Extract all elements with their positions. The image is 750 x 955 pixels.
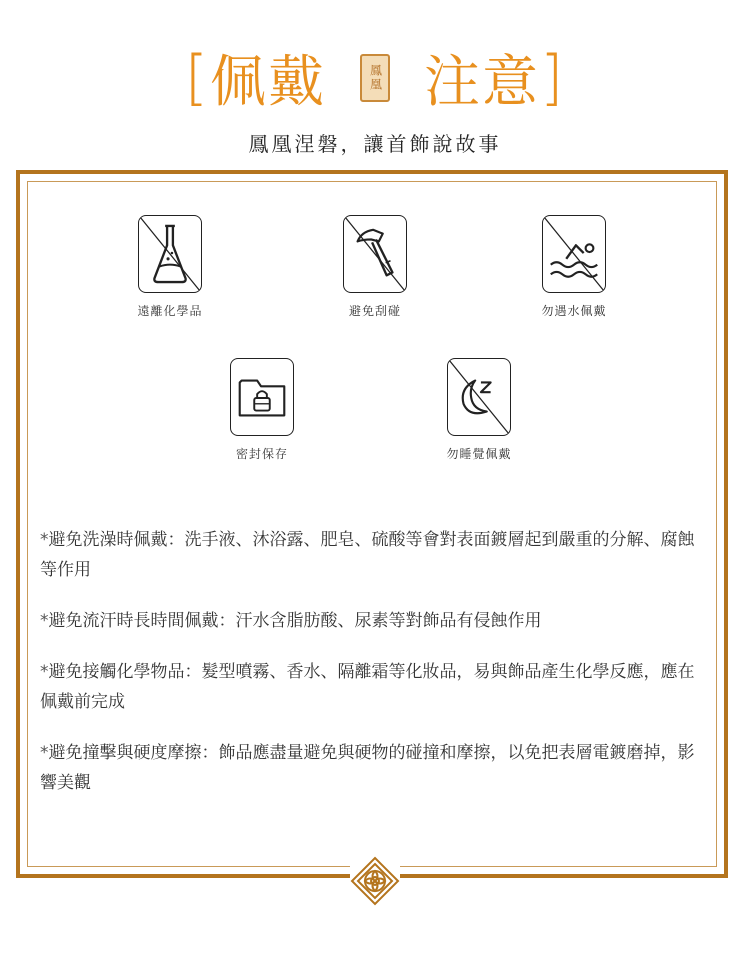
page-title <box>0 38 750 118</box>
note-text: 避免流汗時長時間佩戴：汗水含脂肪酸、尿素等對飾品有侵蝕作用 <box>48 611 542 631</box>
title-part-1: 佩戴 <box>210 50 326 115</box>
note-star: * <box>40 743 49 763</box>
flask-icon <box>138 215 202 293</box>
icon-label-water: 勿遇水佩戴 <box>541 304 607 318</box>
note-star: * <box>40 662 49 682</box>
note-text: 避免洗澡時佩戴：洗手液、沐浴露、肥皂、硫酸等會對表面鍍層起到嚴重的分解、腐蝕等作用 <box>40 530 695 580</box>
icon-item-sealed <box>187 358 337 462</box>
icon-label-chemicals: 遠離化學品 <box>137 304 203 318</box>
sleep-moon-icon <box>447 358 511 436</box>
icon-item-sleep <box>404 358 554 462</box>
note-star: * <box>40 530 49 550</box>
note-item <box>40 738 700 798</box>
note-item <box>40 606 700 636</box>
title-bracket-close: ] <box>540 43 566 113</box>
icon-label-scratch: 避免刮碰 <box>348 304 401 318</box>
subtitle: 鳳凰涅磐，讓首飾說故事 <box>248 132 502 156</box>
note-text: 避免撞擊與硬度摩擦：飾品應盡量避免與硬物的碰撞和摩擦，以免把表層電鍍磨掉，影響美觀 <box>40 743 695 793</box>
icon-item-chemicals <box>95 215 245 319</box>
note-star: * <box>40 611 49 631</box>
icon-label-sleep: 勿睡覺佩戴 <box>446 447 512 461</box>
decorative-knot-icon <box>350 856 400 906</box>
icon-item-water <box>499 215 649 319</box>
seal-logo: 鳳凰 <box>360 54 390 102</box>
note-item <box>40 657 700 717</box>
note-item <box>40 525 700 585</box>
title-bracket-open: [ <box>184 43 210 113</box>
note-text: 避免接觸化學物品：髮型噴霧、香水、隔離霜等化妝品，易與飾品產生化學反應，應在佩戴前完成 <box>40 662 695 712</box>
swimming-icon <box>542 215 606 293</box>
sealed-folder-icon <box>230 358 294 436</box>
title-part-2: 注意 <box>424 50 540 115</box>
hammer-icon <box>343 215 407 293</box>
notes-list <box>40 525 700 819</box>
icon-item-scratch <box>300 215 450 319</box>
icon-label-sealed: 密封保存 <box>235 447 288 461</box>
